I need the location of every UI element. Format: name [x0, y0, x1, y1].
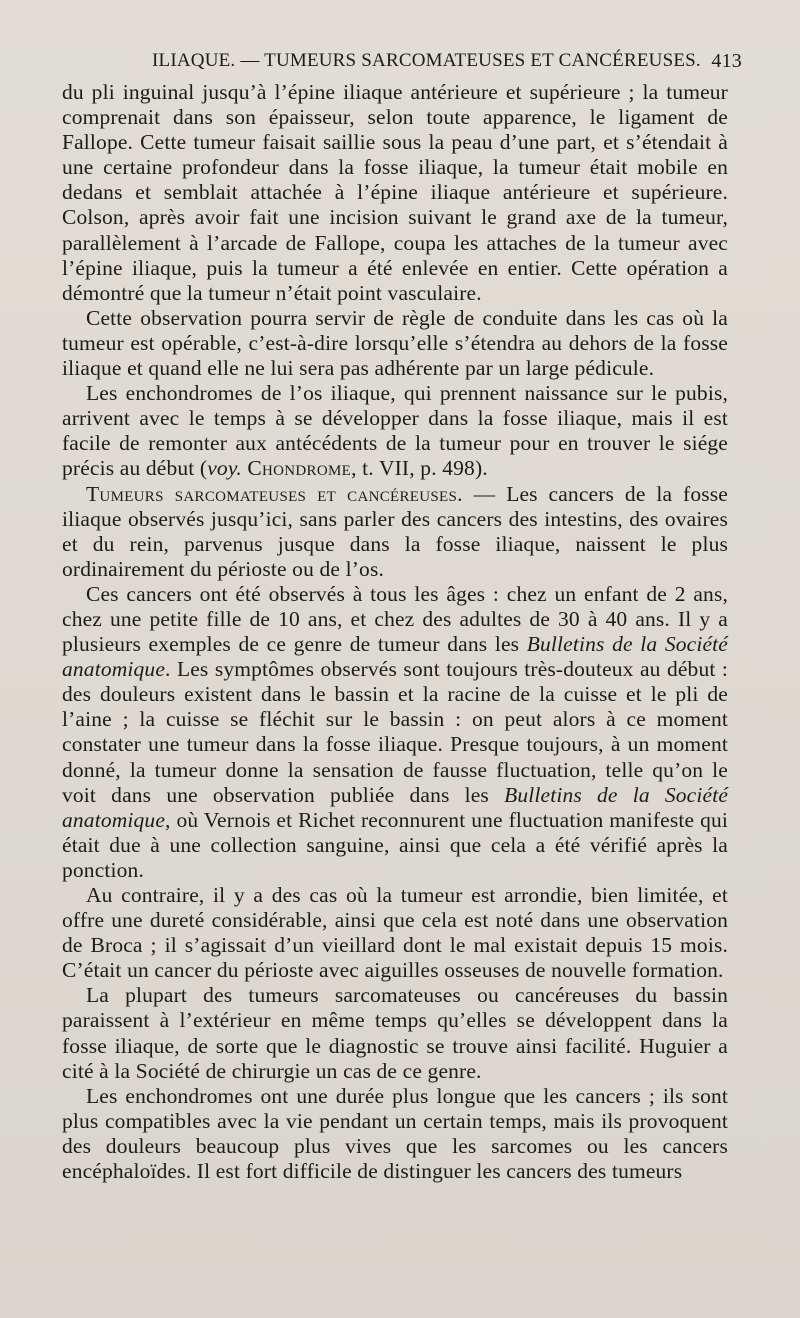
- paragraph-7: La plupart des tumeurs sarcomateuses ou cancéreuses du bassin paraissent à l’extérieur en même temps qu’elles se développent dans la fosse iliaque, de sorte que le diagnostic se trouve ainsi facilité. Huguier a cité à la Société de chirurgie un cas de ce genre.: [62, 983, 728, 1083]
- journal-title-2: Bulletins de la Société anatomique: [62, 782, 729, 832]
- paragraph-5: [62, 582, 728, 883]
- running-header: [60, 44, 742, 78]
- cross-reference: Chondrome: [247, 456, 352, 481]
- paragraph-4: [62, 482, 728, 582]
- paragraph-5-text-a: Ces cancers ont été observés à tous les âges : chez un enfant de 2 ans, chez une petite fille de 10 ans, et chez des adultes de 30 à 40 ans. Il y a plusieurs exemples de ce genre de tumeur dans les: [62, 581, 728, 657]
- voy-abbreviation: voy.: [207, 456, 242, 481]
- paragraph-1: du pli inguinal jusqu’à l’épine iliaque antérieure et supérieure ; la tumeur comprenait dans son épaisseur, selon toute apparence, le ligament de Fallope. Cette tumeur faisait saillie sous la peau d’une part, et s’étendait à une certaine profondeur dans la fosse iliaque, la tumeur était mobile en dedans et semblait attachée à l’épine iliaque antérieure et supérieure. Colson, après avoir fait une incision suivant le grand axe de la tumeur, parallèlement à l’arcade de Fallope, coupa les attaches de la tumeur avec l’épine iliaque, puis la tumeur a été enlevée en entier. Cette opération a démontré que la tumeur n’était point vasculaire.: [62, 80, 728, 305]
- paragraph-5-text-c: , où Vernois et Richet reconnurent une fluctuation manifeste qui était due à une collection sanguine, ainsi que cela a été vérifié après la ponction.: [62, 807, 728, 882]
- section-heading: Tumeurs sarcomateuses et cancéreuses.: [86, 481, 463, 506]
- body-text: [62, 80, 728, 1184]
- header-title: ILIAQUE. — TUMEURS SARCOMATEUSES ET CANCÉREUSES.: [152, 50, 701, 71]
- paragraph-4-text: — Les cancers de la fosse iliaque observés jusqu’ici, sans parler des cancers des intestins, des ovaires et du rein, parvenus jusque dans la fosse iliaque, naissent le plus ordinairement du périoste ou de l’os.: [62, 481, 728, 581]
- paragraph-8: Les enchondromes ont une durée plus longue que les cancers ; ils sont plus compatibles avec la vie pendant un certain temps, mais ils provoquent des douleurs beaucoup plus vives que les sarcomes ou les cancers encéphaloïdes. Il est fort difficile de distinguer les cancers des tumeurs: [62, 1083, 728, 1184]
- paragraph-3: [62, 381, 728, 481]
- paragraph-5-text-b: . Les symptômes observés sont toujours très-douteux au début : des douleurs existent dans le bassin et la racine de la cuisse et le pli de l’aine ; la cuisse se fléchit sur le bassin : on peut alors à ce moment constater une tumeur dans la fosse iliaque. Presque toujours, à un moment donné, la tumeur donne la sensation de fausse fluctuation, telle qu’on le voit dans une observation publiée dans les: [62, 657, 728, 807]
- paragraph-3-text: Les enchondromes de l’os iliaque, qui prennent naissance sur le pubis, arrivent avec le temps à se développer dans la fosse iliaque, mais il est facile de remonter aux antécédents de la tumeur pour en trouver le siége précis au début (: [62, 381, 728, 481]
- paragraph-2: Cette observation pourra servir de règle de conduite dans les cas où la tumeur est opérable, c’est-à-dire lorsqu’elle s’étendra au dehors de la fosse iliaque et quand elle ne lui sera pas adhérente par un large pédicule.: [62, 305, 728, 381]
- paragraph-6: Au contraire, il y a des cas où la tumeur est arrondie, bien limitée, et offre une dureté considérable, ainsi que cela est noté dans une observation de Broca ; il s’agissait d’un vieillard dont le mal existait depuis 15 mois. C’était un cancer du périoste avec aiguilles osseuses de nouvelle formation.: [62, 883, 728, 983]
- paragraph-3-ref-tail: , t. VII, p. 498).: [351, 456, 488, 481]
- journal-title-1: Bulletins de la Société anatomique: [62, 632, 728, 682]
- page-number: 413: [711, 49, 742, 72]
